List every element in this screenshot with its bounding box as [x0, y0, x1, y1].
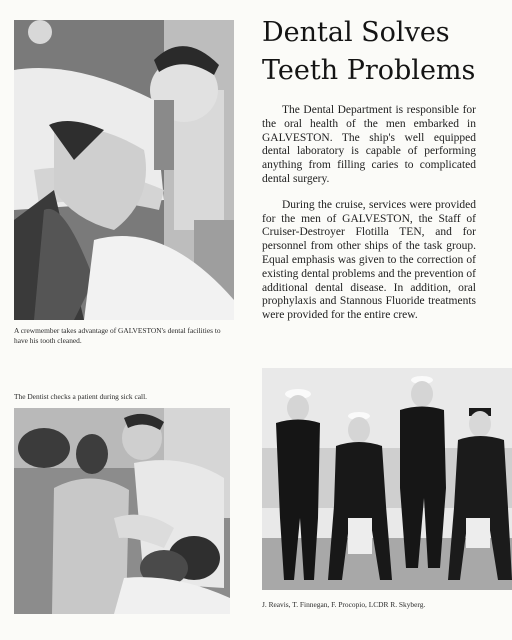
- article-paragraph-2: During the cruise, services were provided for the men of GALVESTON, the Staff of Cruiser-Destroyer Flotilla TEN, and for personnel from other ships of the task group. Equal emphasis was given to the correction of existing dental problems and the prevention of additional dental disease. In addition, oral prophylaxis and Stannous Fluoride treatments were provided for the entire crew.: [262, 198, 476, 322]
- photo-dentist-cleaning-teeth-image: [14, 20, 234, 320]
- photo-dentist-cleaning-teeth: [14, 20, 234, 320]
- article-paragraph-1: The Dental Department is responsible for the oral health of the men embarked in GALVESTON. The ship's well equipped dental laboratory is capable of performing anything from filling caries to complicated dental surgery.: [262, 104, 476, 185]
- article-body: [262, 104, 476, 335]
- article-title-line-1: Dental Solves: [262, 17, 450, 48]
- article-title-line-2: Teeth Problems: [262, 55, 476, 86]
- photo-caption-1: A crewmember takes advantage of GALVESTON's dental facilities to have his tooth cleaned.: [14, 326, 221, 345]
- photo-caption-2: The Dentist checks a patient during sick call.: [14, 392, 147, 401]
- photo-dentist-sick-call-image: [14, 408, 230, 614]
- photo-dental-staff-group-image: [262, 368, 512, 590]
- article-title: [262, 14, 502, 90]
- photo-caption-3: J. Reavis, T. Finnegan, F. Procopio, LCDR R. Skyberg.: [262, 600, 426, 609]
- photo-dentist-sick-call: [14, 408, 230, 614]
- photo-dental-staff-group: [262, 368, 512, 590]
